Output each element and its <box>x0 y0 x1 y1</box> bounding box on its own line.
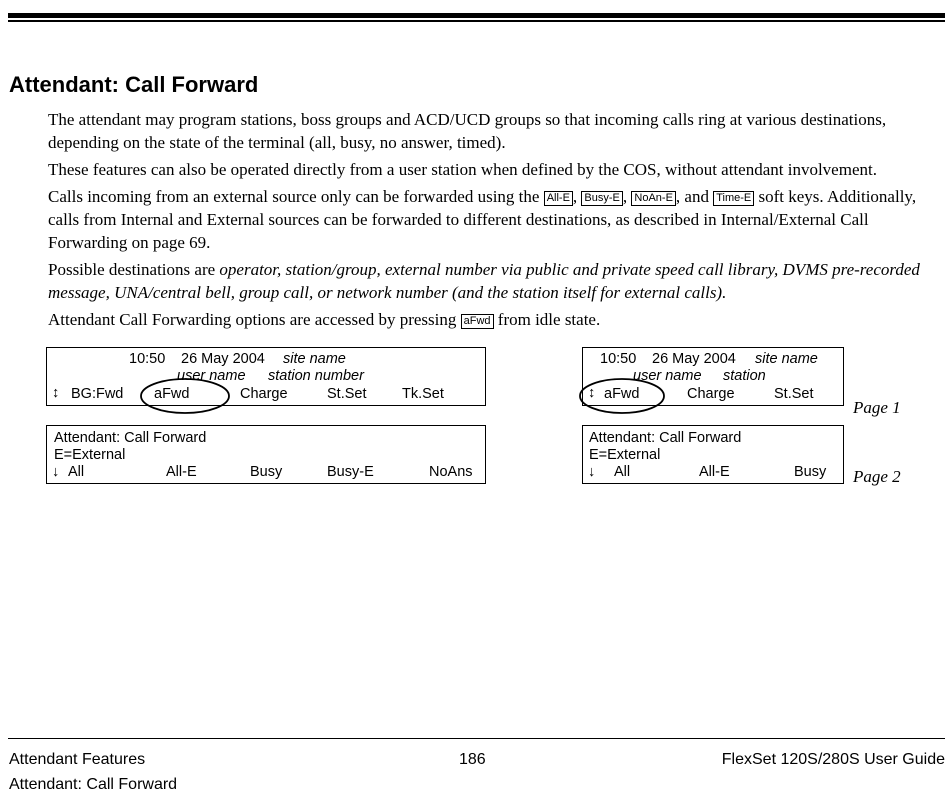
display-heading: Attendant: Call Forward <box>589 430 742 446</box>
display-station-number: station number <box>268 368 364 384</box>
softkey-tkset[interactable]: Tk.Set <box>402 386 444 402</box>
display-time: 10:50 <box>600 351 637 367</box>
softkey-stset[interactable]: St.Set <box>774 386 814 402</box>
softkey-bgfwd[interactable]: BG:Fwd <box>71 386 124 402</box>
paragraph-cos: These features can also be operated directly from a user station when defined by the COS, without attendant involvement. <box>48 160 877 179</box>
page-1-label: Page 1 <box>853 398 901 417</box>
footer-guide-title: FlexSet 120S/280S User Guide <box>721 751 945 768</box>
softkey-all-e: All-E <box>544 191 573 206</box>
scroll-down-icon: ↓ <box>52 464 60 480</box>
footer-section: Attendant: Call Forward <box>9 776 178 793</box>
softkey-all[interactable]: All <box>68 464 85 480</box>
softkey-noans[interactable]: NoAns <box>429 464 473 480</box>
footer-chapter: Attendant Features <box>9 751 146 768</box>
softkey-time-e: Time-E <box>713 191 754 206</box>
softkey-all-e-display[interactable]: All-E <box>166 464 197 480</box>
separator-2: , <box>622 187 628 206</box>
display-site-name: site name <box>755 351 818 367</box>
softkey-busy[interactable]: Busy <box>794 464 827 480</box>
destinations-list: operator, station/group, external number via public and private speed call library, DVMS pre-recorded message, UNA/central bell, group call, or network number (and the station itself for external calls). <box>48 260 920 302</box>
display-station: station <box>723 368 766 384</box>
display-external-legend: E=External <box>589 447 661 463</box>
softkey-afwd-display[interactable]: aFwd <box>604 386 640 402</box>
display-external-legend: E=External <box>54 447 126 463</box>
display-site-name: site name <box>283 351 346 367</box>
afwd-highlight-left <box>141 379 229 413</box>
display-date: 26 May 2004 <box>652 351 736 367</box>
softkey-all-e-display[interactable]: All-E <box>699 464 730 480</box>
display-time: 10:50 <box>129 351 166 367</box>
softkey-charge[interactable]: Charge <box>687 386 735 402</box>
access-text-2: from idle state. <box>497 310 601 329</box>
softkey-busy-e: Busy-E <box>581 191 622 206</box>
paragraph-external-text-1: Calls incoming from an external source only can be forwarded using the <box>48 187 540 206</box>
page-number: 186 <box>459 751 486 768</box>
paragraph-external-text-2: soft keys. Additionally, calls from Internal and External sources can be forwarded to different destinations, as described in Internal/External Call Forwarding on page 69. <box>48 187 917 252</box>
scroll-updown-icon: ↕ <box>52 385 60 401</box>
softkey-stset[interactable]: St.Set <box>327 386 367 402</box>
display-user-name: user name <box>177 368 246 384</box>
access-text-1: Attendant Call Forwarding options are accessed by pressing <box>48 310 457 329</box>
separator-3: , and <box>675 187 709 206</box>
softkey-busy[interactable]: Busy <box>250 464 283 480</box>
paragraph-intro: The attendant may program stations, boss groups and ACD/UCD groups so that incoming calls ring at various destinations, depending on the state of the terminal (all, busy, no answer, timed). <box>48 110 887 152</box>
footer-rule <box>8 738 945 739</box>
softkey-all[interactable]: All <box>614 464 631 480</box>
section-title: Attendant: Call Forward <box>9 72 259 97</box>
scroll-down-icon: ↓ <box>588 464 596 480</box>
softkey-busy-e-display[interactable]: Busy-E <box>327 464 374 480</box>
softkey-afwd-display[interactable]: aFwd <box>154 386 190 402</box>
page-2-label: Page 2 <box>853 467 901 486</box>
scroll-updown-icon: ↕ <box>588 385 596 401</box>
destinations-lead: Possible destinations are <box>48 260 216 279</box>
afwd-highlight-right <box>580 379 664 413</box>
separator-1: , <box>572 187 578 206</box>
softkey-afwd: aFwd <box>461 314 494 329</box>
display-user-name: user name <box>633 368 702 384</box>
display-heading: Attendant: Call Forward <box>54 430 207 446</box>
display-date: 26 May 2004 <box>181 351 265 367</box>
softkey-charge[interactable]: Charge <box>240 386 288 402</box>
softkey-noan-e: NoAn-E <box>631 191 676 206</box>
